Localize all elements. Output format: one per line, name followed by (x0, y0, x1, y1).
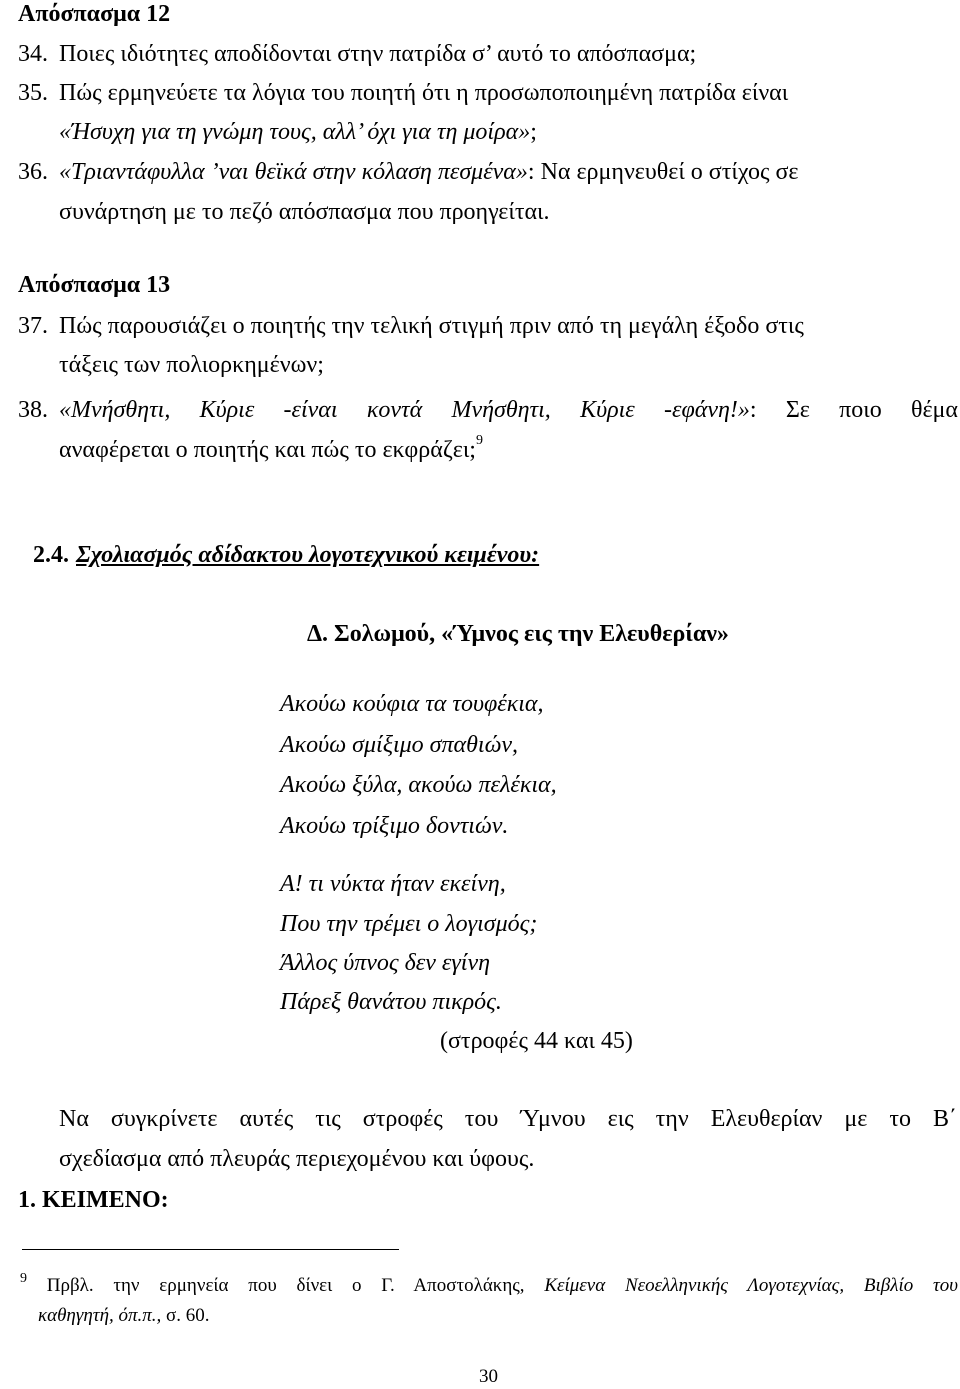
footnote-pages: σ. 60. (166, 1305, 210, 1326)
question-38-line (59, 398, 958, 422)
task-text: Να συγκρίνετε αυτές τις στροφές του Ύμνου εις την Ελευθερίαν με το Β΄ (59, 1106, 957, 1132)
stanza-1-line-3: Ακούω ξύλα, ακούω πελέκια, (280, 772, 557, 798)
stanza-2-line-2: Που την τρέμει ο λογισμός; (280, 911, 538, 937)
question-38-text-2: αναφέρεται ο ποιητής και πώς το εκφράζει; (59, 437, 476, 463)
footnote-book-title-2: καθηγητή, όπ.π., (38, 1305, 162, 1326)
excerpt-12-heading: Απόσπασμα 12 (18, 1, 171, 27)
question-36-text: : Να ερμηνευθεί ο στίχος σε (527, 159, 799, 185)
excerpt-13-heading: Απόσπασμα 13 (18, 272, 171, 298)
page-number: 30 (479, 1366, 498, 1387)
stanzas-reference: (στροφές 44 και 45) (440, 1028, 633, 1054)
question-34-text: Ποιες ιδιότητες αποδίδονται στην πατρίδα σ’ αυτό το απόσπασμα; (59, 41, 697, 67)
question-36-number: 36. (18, 159, 48, 185)
footnote-line-1 (20, 1271, 959, 1296)
section-title: Σχολιασμός αδίδακτου λογοτεχνικού κειμένου: (76, 542, 540, 568)
question-38-text: : Σε ποιο θέμα (749, 397, 958, 423)
question-38-quote: «Μνήσθητι, Κύριε -είναι κοντά Μνήσθητι, Κύριε -εφάνη!» (59, 397, 750, 423)
question-35-tail: ; (530, 119, 537, 145)
footnote-number: 9 (20, 1271, 27, 1286)
next-heading: 1. ΚΕΙΜΕΝΟ: (18, 1187, 169, 1213)
question-38-text-2-line (59, 433, 483, 463)
stanza-2-line-1: Α! τι νύκτα ήταν εκείνη, (280, 871, 506, 897)
footnote-prefix: Πρβλ. την ερμηνεία που δίνει ο Γ. Αποστολάκης, (46, 1275, 525, 1296)
footnote-ref-9[interactable]: 9 (475, 433, 483, 448)
footnote-book-title: Κείμενα Νεοελληνικής Λογοτεχνίας, Βιβλίο του (544, 1275, 959, 1296)
stanza-2-line-3: Άλλος ύπνος δεν εγίνη (280, 950, 491, 976)
question-35-text: Πώς ερμηνεύετε τα λόγια του ποιητή ότι η προσωποποιημένη πατρίδα είναι (59, 80, 789, 106)
footnote-divider (22, 1249, 399, 1250)
footnote-line-2 (38, 1306, 210, 1325)
question-37-text-2: τάξεις των πολιορκημένων; (59, 352, 324, 378)
stanza-2-line-4: Πάρεξ θανάτου πικρός. (280, 989, 502, 1015)
question-38-number: 38. (18, 397, 48, 423)
question-36-text-2: συνάρτηση με το πεζό απόσπασμα που προηγείται. (59, 199, 550, 225)
stanza-1-line-1: Ακούω κούφια τα τουφέκια, (280, 691, 544, 717)
task-text-2: σχεδίασμα από πλευράς περιεχομένου και ύφους. (59, 1146, 535, 1172)
question-37-number: 37. (18, 313, 48, 339)
question-34-number: 34. (18, 41, 48, 67)
question-35-number: 35. (18, 80, 48, 106)
poem-title: Δ. Σολωμού, «Ύμνος εις την Ελευθερίαν» (307, 621, 729, 647)
question-35-quote-line (59, 120, 537, 144)
stanza-1-line-4: Ακούω τρίξιμο δοντιών. (280, 813, 509, 839)
stanza-1-line-2: Ακούω σμίξιμο σπαθιών, (280, 732, 518, 758)
question-36-quote: «Τριαντάφυλλα ’ναι θεϊκά στην κόλαση πεσμένα» (59, 159, 528, 185)
section-number: 2.4. (33, 542, 69, 568)
question-35-quote: «Ήσυχη για τη γνώμη τους, αλλ’ όχι για τη μοίρα» (59, 119, 531, 145)
question-36-line (59, 160, 798, 184)
question-37-text: Πώς παρουσιάζει ο ποιητής την τελική στιγμή πριν από τη μεγάλη έξοδο στις (59, 313, 804, 339)
